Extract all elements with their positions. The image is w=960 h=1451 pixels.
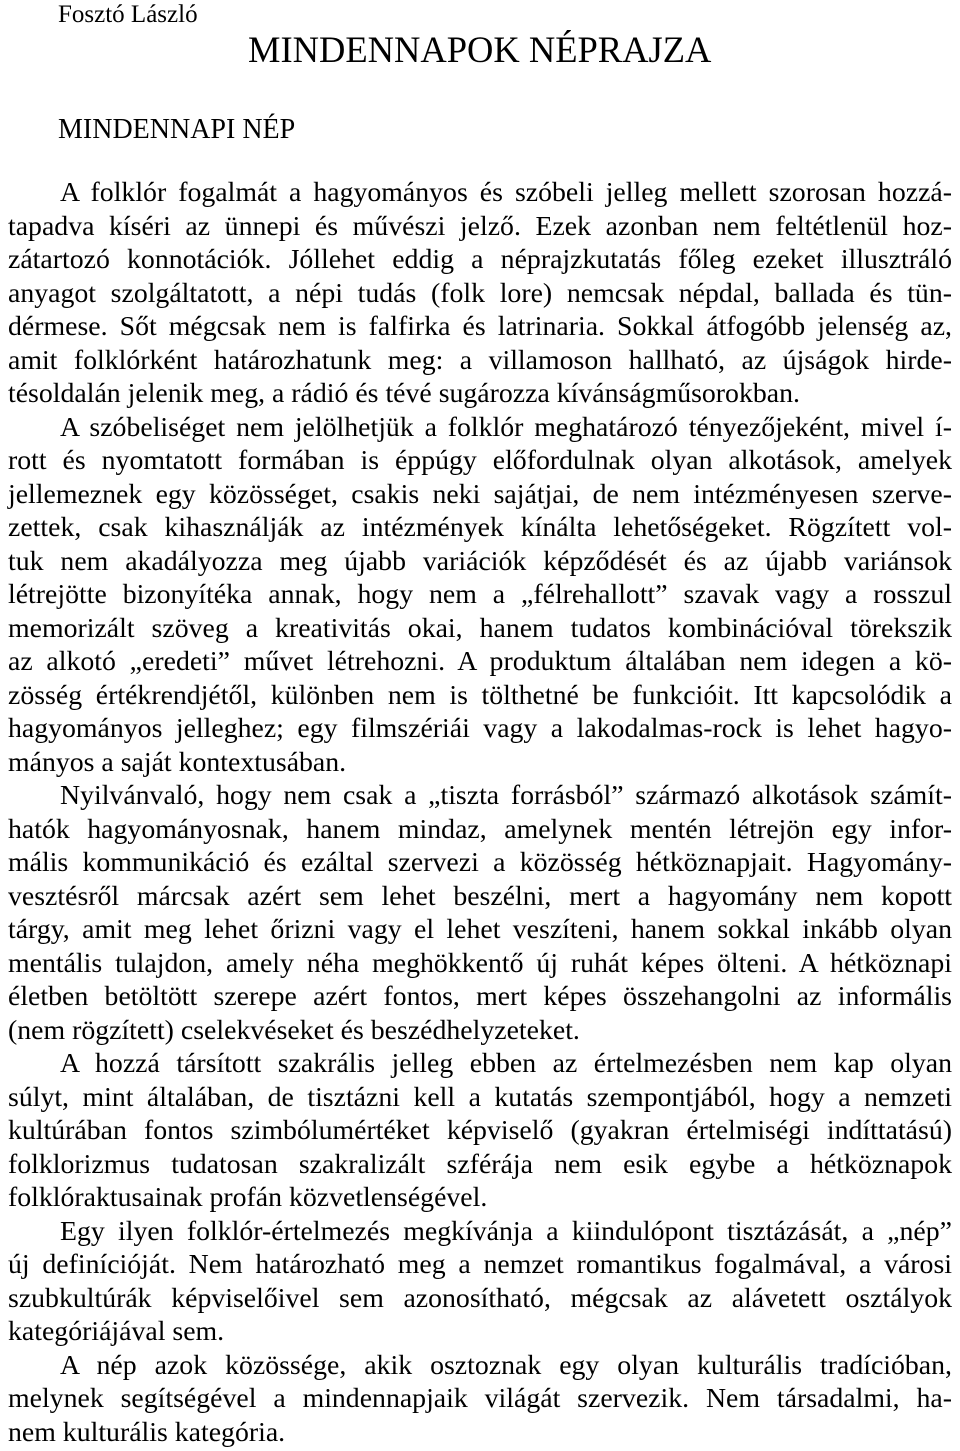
text-line: zettek, csak kihasználják az intézmények kínálta lehetőségeket. Rögzített vol-: [8, 512, 952, 543]
paragraph-2: [8, 411, 952, 780]
text-line: A folklór fogalmát a hagyományos és szóbeli jelleg mellett szorosan hozzá-: [60, 177, 952, 208]
text-line: életben betöltött szerepe azért fontos, mert képes összehangolni az informális: [8, 981, 952, 1012]
text-line: az alkotó „eredeti” művet létrehozni. A produktum általában nem idegen a kö-: [8, 646, 952, 677]
text-line: mentális tulajdon, amely néha meghökkentő új ruhát képes ölteni. A hétköznapi: [8, 947, 952, 979]
text-line: új definícióját. Nem határozható meg a nemzet romantikus fogalmával, a városi: [8, 1249, 952, 1280]
text-line: zösség értékrendjétől, különben nem is tölthetné be funkcióit. Itt kapcsolódik a: [8, 679, 952, 711]
text-line: folklóraktusainak profán közvetlenségével.: [8, 1182, 488, 1213]
text-line: zátartozó konnotációk. Jóllehet eddig a néprajzkutatás főleg ezeket illusztráló: [8, 244, 952, 275]
text-line: kategóriájával sem.: [8, 1316, 225, 1347]
section-heading: MINDENNAPI NÉP: [58, 114, 296, 145]
document-title: MINDENNAPOK NÉPRAJZA: [248, 29, 712, 70]
text-line: vesztésről márcsak azért sem lehet beszélni, mert a hagyomány nem kopott: [8, 880, 952, 912]
text-line: jellemeznek egy közösséget, csakis neki sajátjai, de nem intézményesen szerve-: [8, 478, 952, 510]
paragraph-3: [8, 779, 952, 1047]
text-line: folklorizmus tudatosan szakralizált szférája nem esik egybe a hétköznapok: [8, 1148, 952, 1180]
paragraph-5: [8, 1215, 952, 1349]
text-line: tuk nem akadályozza meg újabb variációk képződését és az újabb variánsok: [8, 545, 952, 577]
text-line: nem kulturális kategória.: [8, 1416, 286, 1448]
text-line: szubkultúrák képviselőivel sem azonosítható, mégcsak az alávetett osztályok: [8, 1282, 952, 1314]
body-text: [8, 176, 952, 1449]
text-line: memorizált szöveg a kreativitás okai, hanem tudatos kombinációval törekszik: [8, 612, 952, 644]
paragraph-6: [8, 1349, 952, 1450]
text-line: A hozzá társított szakrális jelleg ebben az értelmezésben nem kap olyan: [60, 1048, 952, 1079]
text-line: anyagot szolgáltatott, a népi tudás (folk lore) nemcsak népdal, ballada és tün-: [8, 277, 952, 309]
text-line: hagyományos jelleghez; egy filmszériái vagy a lakodalmas-rock is lehet hagyo-: [8, 713, 952, 744]
text-line: kultúrában fontos szimbólumértéket képviselő (gyakran értelmiségi indíttatású): [8, 1115, 952, 1146]
text-line: Nyilvánvaló, hogy nem csak a „tiszta forrásból” származó alkotások számít-: [60, 780, 952, 811]
text-line: amit folklórként határozhatunk meg: a villamoson hallható, az újságok hirde-: [8, 344, 952, 376]
paragraph-4: [8, 1047, 952, 1215]
text-line: létrejötte bizonyítéka annak, hogy nem a „félrehallott” szavak vagy a rosszul: [8, 579, 952, 610]
text-line: tapadva kíséri az ünnepi és művészi jelző. Ezek azonban nem feltétlenül hoz-: [8, 210, 952, 242]
text-line: rott és nyomtatott formában is éppúgy előfordulnak olyan alkotások, amelyek: [8, 445, 952, 476]
text-line: súlyt, mint általában, de tisztázni kell a kutatás szempontjából, hogy a nemzeti: [8, 1081, 952, 1113]
paragraph-1: [8, 176, 952, 411]
text-line: tésoldalán jelenik meg, a rádió és tévé sugározza kívánságműsorokban.: [8, 378, 800, 409]
text-line: melynek segítségével a mindennapjaik világát szervezik. Nem társadalmi, ha-: [8, 1383, 952, 1414]
text-line: mális kommunikáció és ezáltal szervezi a közösség hétköznapjait. Hagyomány-: [8, 847, 952, 878]
text-line: Egy ilyen folklór-értelmezés megkívánja a kiindulópont tisztázását, a „nép”: [60, 1215, 952, 1247]
text-line: A nép azok közössége, akik osztoznak egy olyan kulturális tradícióban,: [60, 1349, 952, 1381]
text-line: tárgy, amit meg lehet őrizni vagy el lehet veszíteni, hanem sokkal inkább olyan: [8, 914, 952, 945]
text-line: mányos a saját kontextusában.: [8, 746, 347, 778]
text-line: dérmese. Sőt mégcsak nem is falfirka és latrinaria. Sokkal átfogóbb jelenség az,: [8, 311, 952, 342]
text-line: hatók hagyományosnak, hanem mindaz, amelynek mentén létrejön egy infor-: [8, 813, 952, 845]
text-line: A szóbeliséget nem jelölhetjük a folklór meghatározó tényezőjeként, mivel í-: [60, 411, 952, 443]
text-line: (nem rögzített) cselekvéseket és beszédhelyzeteket.: [8, 1014, 580, 1046]
author-name: Fosztó László: [58, 1, 198, 28]
